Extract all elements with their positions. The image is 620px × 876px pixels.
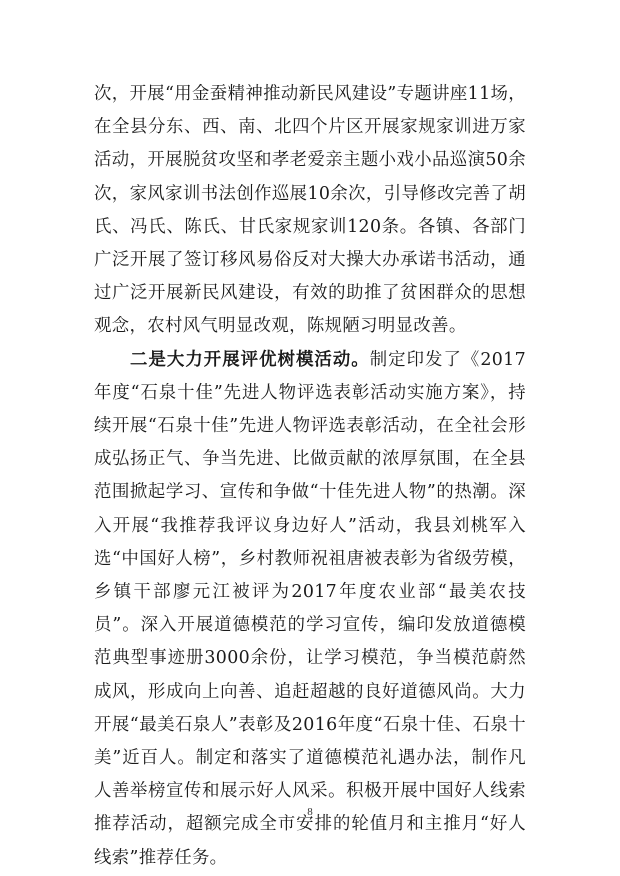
paragraph-text: 制定印发了《2017年度“石泉十佳”先进人物评选表彰活动实施方案》，持续开展“石泉十佳”先进人物评选表彰活动，在全社会形成弘扬正气、争当先进、比做贡献的浓厚氛围，在全县范围掀起学习、宣传和争做“十佳先进人物”的热潮。深入开展“我推荐我评议身边好人”活动，我县刘桃军入选“中国好人榜”，乡村教师祝祖唐被表彰为省级劳模，乡镇干部廖元江被评为2017年度农业部“最美农技员”。深入开展道德模范的学习宣传，编印发放道德模范典型事迹册3000余份，让学习模范，争当模范蔚然成风，形成向上向善、追赶超越的良好道德风尚。大力开展“最美石泉人”表彰及2016年度“石泉十佳、石泉十美”近百人。制定和落实了道德模范礼遇办法，制作凡人善举榜宣传和展示好人风采。积极开展中国好人线索推荐活动，超额完成全市安排的轮值月和主推月“好人线索”推荐任务。 (94, 349, 526, 868)
document-body (94, 78, 526, 875)
paragraph-lead-heading: 二是大力开展评优树模活动。 (130, 349, 370, 370)
paragraph-awards (94, 344, 526, 875)
paragraph-text: 次，开展“用金蚕精神推动新民风建设”专题讲座11场，在全县分东、西、南、北四个片区开展家规家训进万家活动，开展脱贫攻坚和孝老爱亲主题小戏小品巡演50余次，家风家训书法创作巡展10余次，引导修改完善了胡氏、冯氏、陈氏、甘氏家规家训120条。各镇、各部门广泛开展了签订移风易俗反对大操大办承诺书活动，通过广泛开展新民风建设，有效的助推了贫困群众的思想观念，农村风气明显改观，陈规陋习明显改善。 (94, 84, 526, 337)
page-number: 8 (307, 806, 313, 818)
paragraph-continuation (94, 78, 526, 344)
